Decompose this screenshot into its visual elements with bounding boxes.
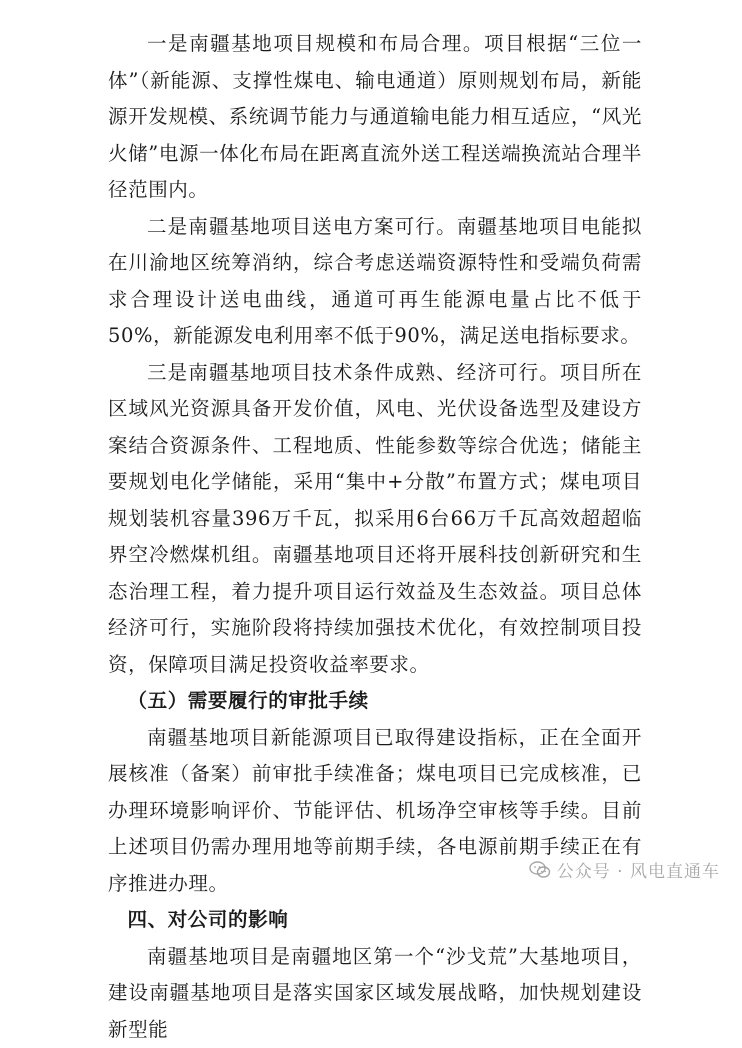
wechat-icon: [529, 861, 551, 879]
subheading-text: （五）需要履行的审批手续: [128, 689, 369, 712]
paragraph-transmission-plan: 二是南疆基地项目送电方案可行。南疆基地项目电能拟在川渝地区统筹消纳，综合考虑送端资源特性和受端负荷需求合理设计送电曲线，通道可再生能源电量占比不低于50%，新能源发电利用率不低于90%，满足送电指标要求。: [108, 209, 642, 355]
paragraph-project-scale: 一是南疆基地项目规模和布局合理。项目根据“三位一体”（新能源、支撑性煤电、输电通道）原则规划布局，新能源开发规模、系统调节能力与通道输电能力相互适应，“风光火储”电源一体化布局在距离直流外送工程送端换流站合理半径范围内。: [108, 26, 642, 209]
paragraph-impact: 南疆基地项目是南疆地区第一个“沙戈荒”大基地项目，建设南疆基地项目是落实国家区域发展战略，加快规划建设新型能: [108, 939, 642, 1048]
subheading-approval-procedures: [108, 683, 642, 720]
section-heading-company-impact: [108, 902, 642, 939]
section-heading-text: 四、对公司的影响: [128, 908, 289, 931]
paragraph-technical-conditions: 三是南疆基地项目技术条件成熟、经济可行。项目所在区域风光资源具备开发价值，风电、光伏设备选型及建设方案结合资源条件、工程地质、性能参数等综合优选；储能主要规划电化学储能，采用“集中+分散”布置方式；煤电项目规划装机容量396万千瓦，拟采用6台66万千瓦高效超超临界空冷燃煤机组。南疆基地项目还将开展科技创新研究和生态治理工程，着力提升项目运行效益及生态效益。项目总体经济可行，实施阶段将持续加强技术优化，有效控制项目投资，保障项目满足投资收益率要求。: [108, 355, 642, 684]
watermark-text: 公众号 · 风电直通车: [557, 857, 720, 882]
watermark: [529, 857, 720, 882]
paragraph-approval-status: 南疆基地项目新能源项目已取得建设指标，正在全面开展核准（备案）前审批手续准备；煤电项目已完成核准，已办理环境影响评价、节能评估、机场净空审核等手续。目前上述项目仍需办理用地等前期手续，各电源前期手续正在有序推进办理。: [108, 720, 642, 903]
